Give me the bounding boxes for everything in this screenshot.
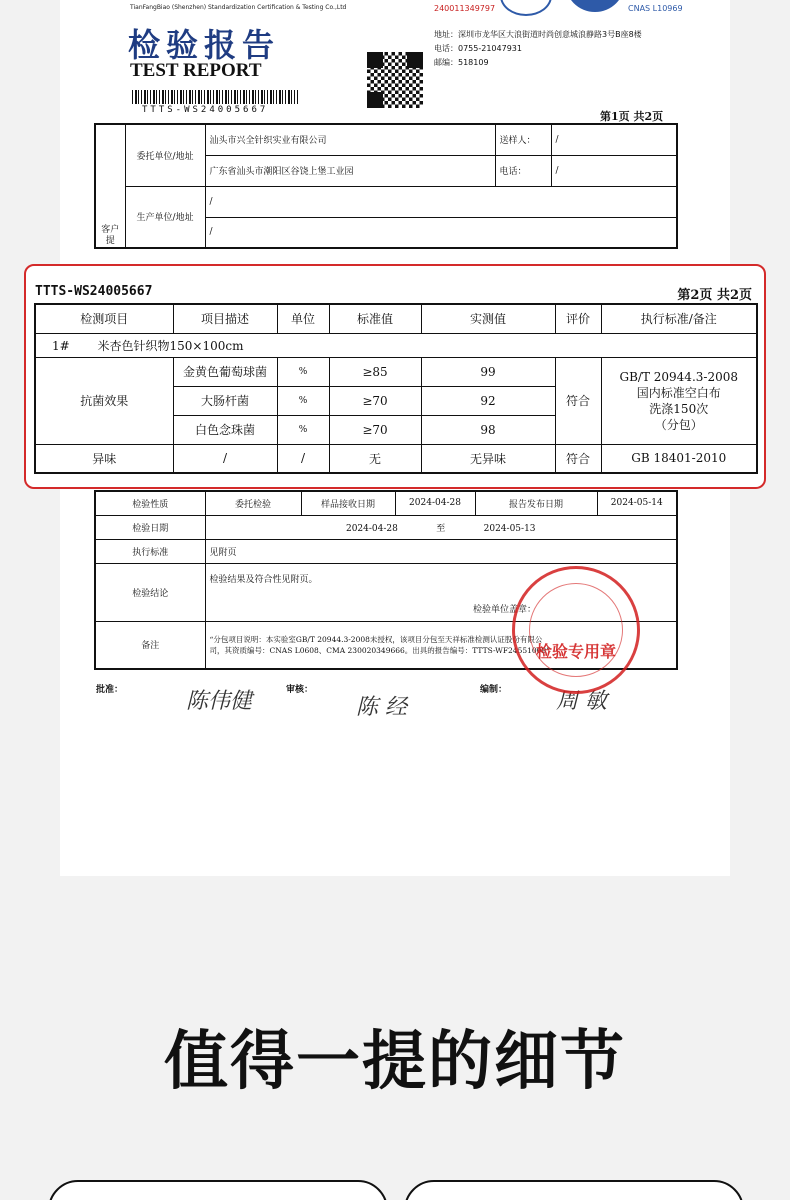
producer-line1: /: [205, 186, 677, 217]
company-english-name: TianFangBiao (Shenzhen) Standardization Certification & Testing Co.,Ltd: [130, 4, 347, 11]
remark-value: “分包项目说明：本实验室GB/T 20944.3-2008未授权，该项目分包至天祥标准检测认证股份有限公司，其资质编号：CNAS L0608、CMA 230020349666。出具的报告编号：TTTS-WF24551009”: [205, 621, 677, 669]
phone: 电话：0755-21047931: [434, 44, 522, 53]
barcode-text: TTTS-WS24005667: [142, 105, 269, 115]
header-desc: 项目描述: [173, 304, 277, 333]
zoom-report-id: TTTS-WS24005667: [35, 284, 153, 299]
registration-number: 240011349797: [434, 4, 496, 13]
table-row: [35, 357, 757, 386]
row-standard: ≥85: [329, 357, 421, 386]
conclusion-label: 检验结论: [95, 563, 205, 621]
approve-label: 批准：: [96, 685, 124, 695]
row-measured: 99: [421, 357, 555, 386]
producer-line2: /: [205, 217, 677, 248]
zoomed-results-card: [24, 264, 766, 489]
antibacterial-label: 抗菌效果: [35, 357, 173, 444]
antibacterial-eval: 符合: [555, 357, 601, 444]
antibacterial-standard: [601, 357, 757, 444]
antibacterial-standard-line1: GB/T 20944.3-2008: [619, 369, 738, 384]
header-measured: 实测值: [421, 304, 555, 333]
sample-desc: 米杏色针织物150×100cm: [97, 338, 244, 353]
detail-thumbnail-right: [404, 1180, 744, 1200]
nature-value: 委托检验: [205, 491, 301, 515]
producer-label: 生产单位/地址: [125, 186, 205, 248]
results-header-row: [35, 304, 757, 333]
odor-desc: /: [173, 444, 277, 473]
odor-item: 异味: [35, 444, 173, 473]
cnas-number: CNAS L10969: [628, 4, 683, 13]
odor-exec: GB 18401-2010: [601, 444, 757, 473]
results-table: [34, 303, 758, 474]
header-item: 检测项目: [35, 304, 173, 333]
remark-label: 备注: [95, 621, 205, 669]
postcode: 邮编：518109: [434, 58, 489, 67]
conclusion-value: 检验结果及符合性见附页。: [209, 574, 318, 585]
date-label: 检验日期: [95, 515, 205, 539]
sender-value: /: [551, 124, 677, 155]
red-seal-text: 检验专用章: [535, 642, 616, 661]
approve-signature: 陈伟健: [186, 689, 253, 714]
review-label: 审核：: [286, 685, 314, 695]
qr-code-icon: [367, 52, 423, 108]
row-desc: 大肠杆菌: [173, 386, 277, 415]
detail-thumbnail-left: [48, 1180, 388, 1200]
date-to: 2024-05-13: [483, 523, 536, 534]
review-signature: 陈 经: [356, 695, 407, 720]
client-info-table: [94, 123, 678, 249]
standard-label: 执行标准: [95, 539, 205, 563]
red-seal-icon: [512, 566, 640, 694]
row-standard: ≥70: [329, 386, 421, 415]
client-label: 委托单位/地址: [125, 124, 205, 186]
report-title-en: TEST REPORT: [130, 60, 262, 81]
issue-label: 报告发布日期: [475, 491, 597, 515]
nature-label: 检验性质: [95, 491, 205, 515]
odor-measured: 无异味: [421, 444, 555, 473]
sample-row: [35, 333, 757, 357]
sample-cell: [35, 333, 757, 357]
client-address: 广东省汕头市潮阳区谷饶上堡工业园: [205, 155, 495, 186]
standard-value: 见附页: [205, 539, 677, 563]
row-measured: 92: [421, 386, 555, 415]
row-unit: %: [277, 357, 329, 386]
issue-value: 2024-05-14: [597, 491, 677, 515]
odor-unit: /: [277, 444, 329, 473]
header-unit: 单位: [277, 304, 329, 333]
page-number: 第1页 共2页: [600, 110, 664, 123]
compile-label: 编制：: [480, 685, 508, 695]
phone-value: /: [551, 155, 677, 186]
date-from: 2024-04-28: [345, 523, 398, 534]
client-provided-label: 客户提: [95, 124, 125, 248]
red-seal-inner-ring: [529, 583, 623, 677]
contact-info: [434, 28, 642, 70]
row-desc: 白色念珠菌: [173, 415, 277, 444]
row-measured: 98: [421, 415, 555, 444]
antibacterial-standard-line2: 国内标准空白布: [636, 385, 721, 400]
odor-row: [35, 444, 757, 473]
date-to-word: 至: [436, 523, 446, 534]
section-headline: 值得一提的细节: [164, 1025, 626, 1099]
header-exec: 执行标准/备注: [601, 304, 757, 333]
row-desc: 金黄色葡萄球菌: [173, 357, 277, 386]
antibacterial-standard-line3: 洗涤150次: [649, 401, 709, 416]
receive-value: 2024-04-28: [395, 491, 475, 515]
odor-standard: 无: [329, 444, 421, 473]
date-range: [205, 515, 677, 539]
zoom-page-number: 第2页 共2页: [677, 288, 752, 303]
odor-eval: 符合: [555, 444, 601, 473]
client-name: 汕头市兴全针织实业有限公司: [205, 124, 495, 155]
report-title-cn: 检验报告: [128, 26, 281, 64]
address: 地址：深圳市龙华区大浪街道时尚创意城浪静路3号B座8楼: [434, 30, 642, 39]
receive-label: 样品接收日期: [301, 491, 395, 515]
phone-label: 电话：: [495, 155, 551, 186]
antibacterial-standard-line4: （分包）: [654, 417, 703, 432]
row-unit: %: [277, 415, 329, 444]
seal-label: 检验单位盖章：: [472, 604, 536, 615]
sender-label: 送样人：: [495, 124, 551, 155]
compile-signature: 周 敏: [556, 689, 607, 714]
row-standard: ≥70: [329, 415, 421, 444]
header-eval: 评价: [555, 304, 601, 333]
sample-no: 1#: [52, 338, 70, 353]
header-standard: 标准值: [329, 304, 421, 333]
row-unit: %: [277, 386, 329, 415]
barcode-icon: [132, 90, 298, 104]
